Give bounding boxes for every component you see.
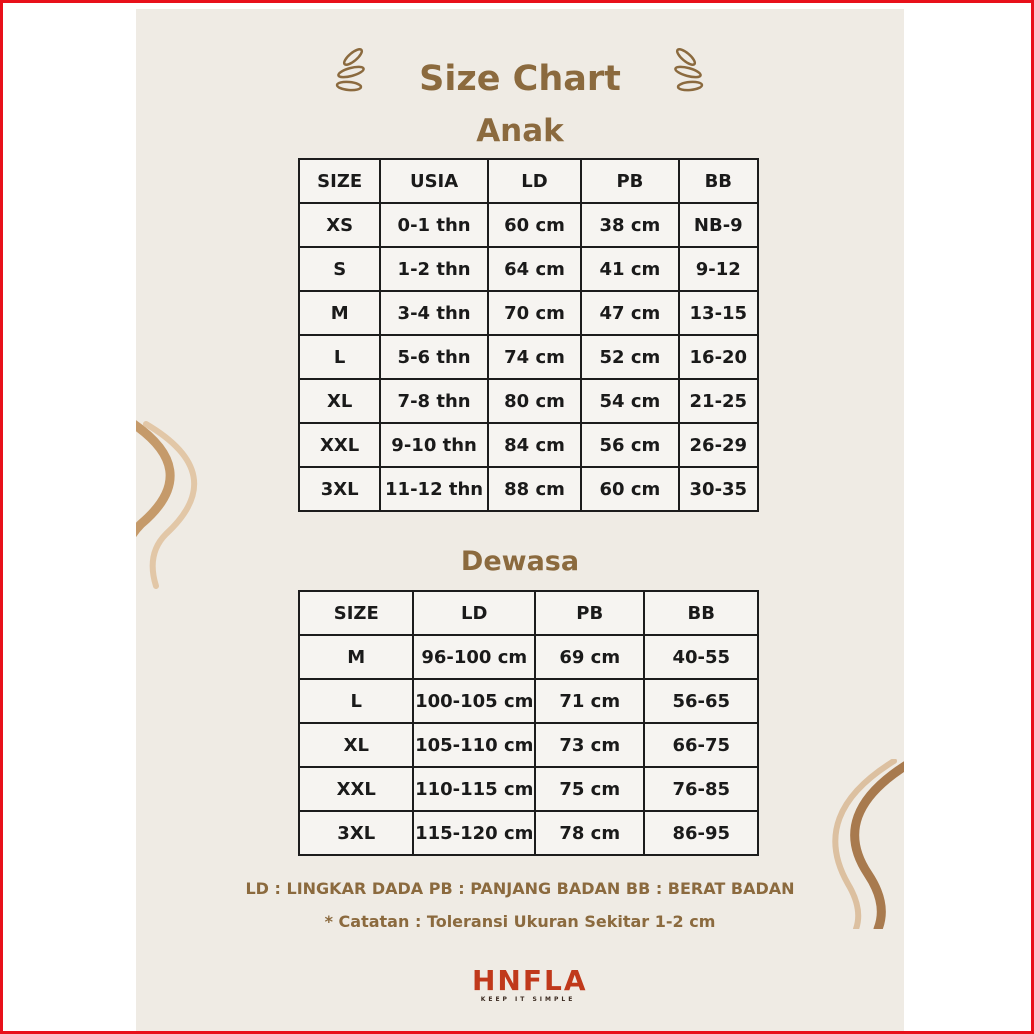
- table-cell: 110-115 cm: [413, 767, 535, 811]
- table-row: [299, 335, 758, 379]
- table-cell: 75 cm: [535, 767, 644, 811]
- table-row: [299, 247, 758, 291]
- table-row: [299, 679, 758, 723]
- table-cell: 74 cm: [488, 335, 581, 379]
- column-header: LD: [488, 159, 581, 203]
- table-cell: 71 cm: [535, 679, 644, 723]
- table-cell: XL: [299, 379, 380, 423]
- column-header: PB: [535, 591, 644, 635]
- tolerance-note: * Catatan : Toleransi Ukuran Sekitar 1-2 cm: [324, 912, 716, 931]
- adults-size-table: [298, 590, 759, 856]
- size-chart-card: [136, 9, 904, 1031]
- table-cell: 11-12 thn: [380, 467, 487, 511]
- table-row: [299, 635, 758, 679]
- table-cell: 105-110 cm: [413, 723, 535, 767]
- table-cell: 100-105 cm: [413, 679, 535, 723]
- brand-logo: [472, 964, 588, 1003]
- table-cell: XS: [299, 203, 380, 247]
- table-cell: 78 cm: [535, 811, 644, 855]
- table-header-row: [299, 591, 758, 635]
- table-cell: 76-85: [644, 767, 758, 811]
- table-row: [299, 723, 758, 767]
- table-cell: XL: [299, 723, 413, 767]
- wave-right-decoration: [808, 759, 904, 929]
- adults-heading: Dewasa: [460, 546, 580, 577]
- table-row: [299, 767, 758, 811]
- table-cell: 66-75: [644, 723, 758, 767]
- table-cell: 3XL: [299, 467, 380, 511]
- table-cell: M: [299, 635, 413, 679]
- table-cell: 70 cm: [488, 291, 581, 335]
- table-cell: 47 cm: [581, 291, 678, 335]
- table-cell: 30-35: [679, 467, 758, 511]
- table-cell: 26-29: [679, 423, 758, 467]
- table-row: [299, 291, 758, 335]
- table-cell: 13-15: [679, 291, 758, 335]
- kids-size-table: [298, 158, 759, 512]
- column-header: SIZE: [299, 591, 413, 635]
- table-cell: 54 cm: [581, 379, 678, 423]
- table-cell: 64 cm: [488, 247, 581, 291]
- brand-name: HNFLA: [472, 964, 588, 997]
- table-cell: 41 cm: [581, 247, 678, 291]
- table-cell: 86-95: [644, 811, 758, 855]
- table-cell: 9-12: [679, 247, 758, 291]
- table-cell: 0-1 thn: [380, 203, 487, 247]
- table-cell: 52 cm: [581, 335, 678, 379]
- table-cell: 115-120 cm: [413, 811, 535, 855]
- table-row: [299, 423, 758, 467]
- table-cell: XXL: [299, 423, 380, 467]
- table-cell: 40-55: [644, 635, 758, 679]
- table-cell: NB-9: [679, 203, 758, 247]
- table-cell: 73 cm: [535, 723, 644, 767]
- table-cell: 60 cm: [488, 203, 581, 247]
- table-cell: 3XL: [299, 811, 413, 855]
- table-cell: 56 cm: [581, 423, 678, 467]
- table-cell: 96-100 cm: [413, 635, 535, 679]
- table-row: [299, 811, 758, 855]
- table-cell: 5-6 thn: [380, 335, 487, 379]
- table-cell: 84 cm: [488, 423, 581, 467]
- table-cell: 38 cm: [581, 203, 678, 247]
- table-cell: M: [299, 291, 380, 335]
- table-row: [299, 203, 758, 247]
- table-cell: L: [299, 679, 413, 723]
- abbreviation-legend: LD : LINGKAR DADA PB : PANJANG BADAN BB : BERAT BADAN: [245, 879, 795, 898]
- table-cell: 80 cm: [488, 379, 581, 423]
- table-cell: 3-4 thn: [380, 291, 487, 335]
- table-row: [299, 379, 758, 423]
- table-cell: 21-25: [679, 379, 758, 423]
- table-header-row: [299, 159, 758, 203]
- table-cell: 7-8 thn: [380, 379, 487, 423]
- table-cell: 9-10 thn: [380, 423, 487, 467]
- column-header: PB: [581, 159, 678, 203]
- column-header: SIZE: [299, 159, 380, 203]
- table-cell: 69 cm: [535, 635, 644, 679]
- page-title: Size Chart: [419, 59, 621, 99]
- brand-tagline: KEEP IT SIMPLE: [480, 996, 576, 1003]
- table-cell: 16-20: [679, 335, 758, 379]
- column-header: LD: [413, 591, 535, 635]
- table-cell: 56-65: [644, 679, 758, 723]
- table-cell: L: [299, 335, 380, 379]
- table-cell: XXL: [299, 767, 413, 811]
- column-header: BB: [679, 159, 758, 203]
- kids-heading: Anak: [476, 113, 564, 149]
- column-header: BB: [644, 591, 758, 635]
- table-cell: 60 cm: [581, 467, 678, 511]
- table-cell: 88 cm: [488, 467, 581, 511]
- column-header: USIA: [380, 159, 487, 203]
- table-cell: S: [299, 247, 380, 291]
- table-cell: 1-2 thn: [380, 247, 487, 291]
- table-row: [299, 467, 758, 511]
